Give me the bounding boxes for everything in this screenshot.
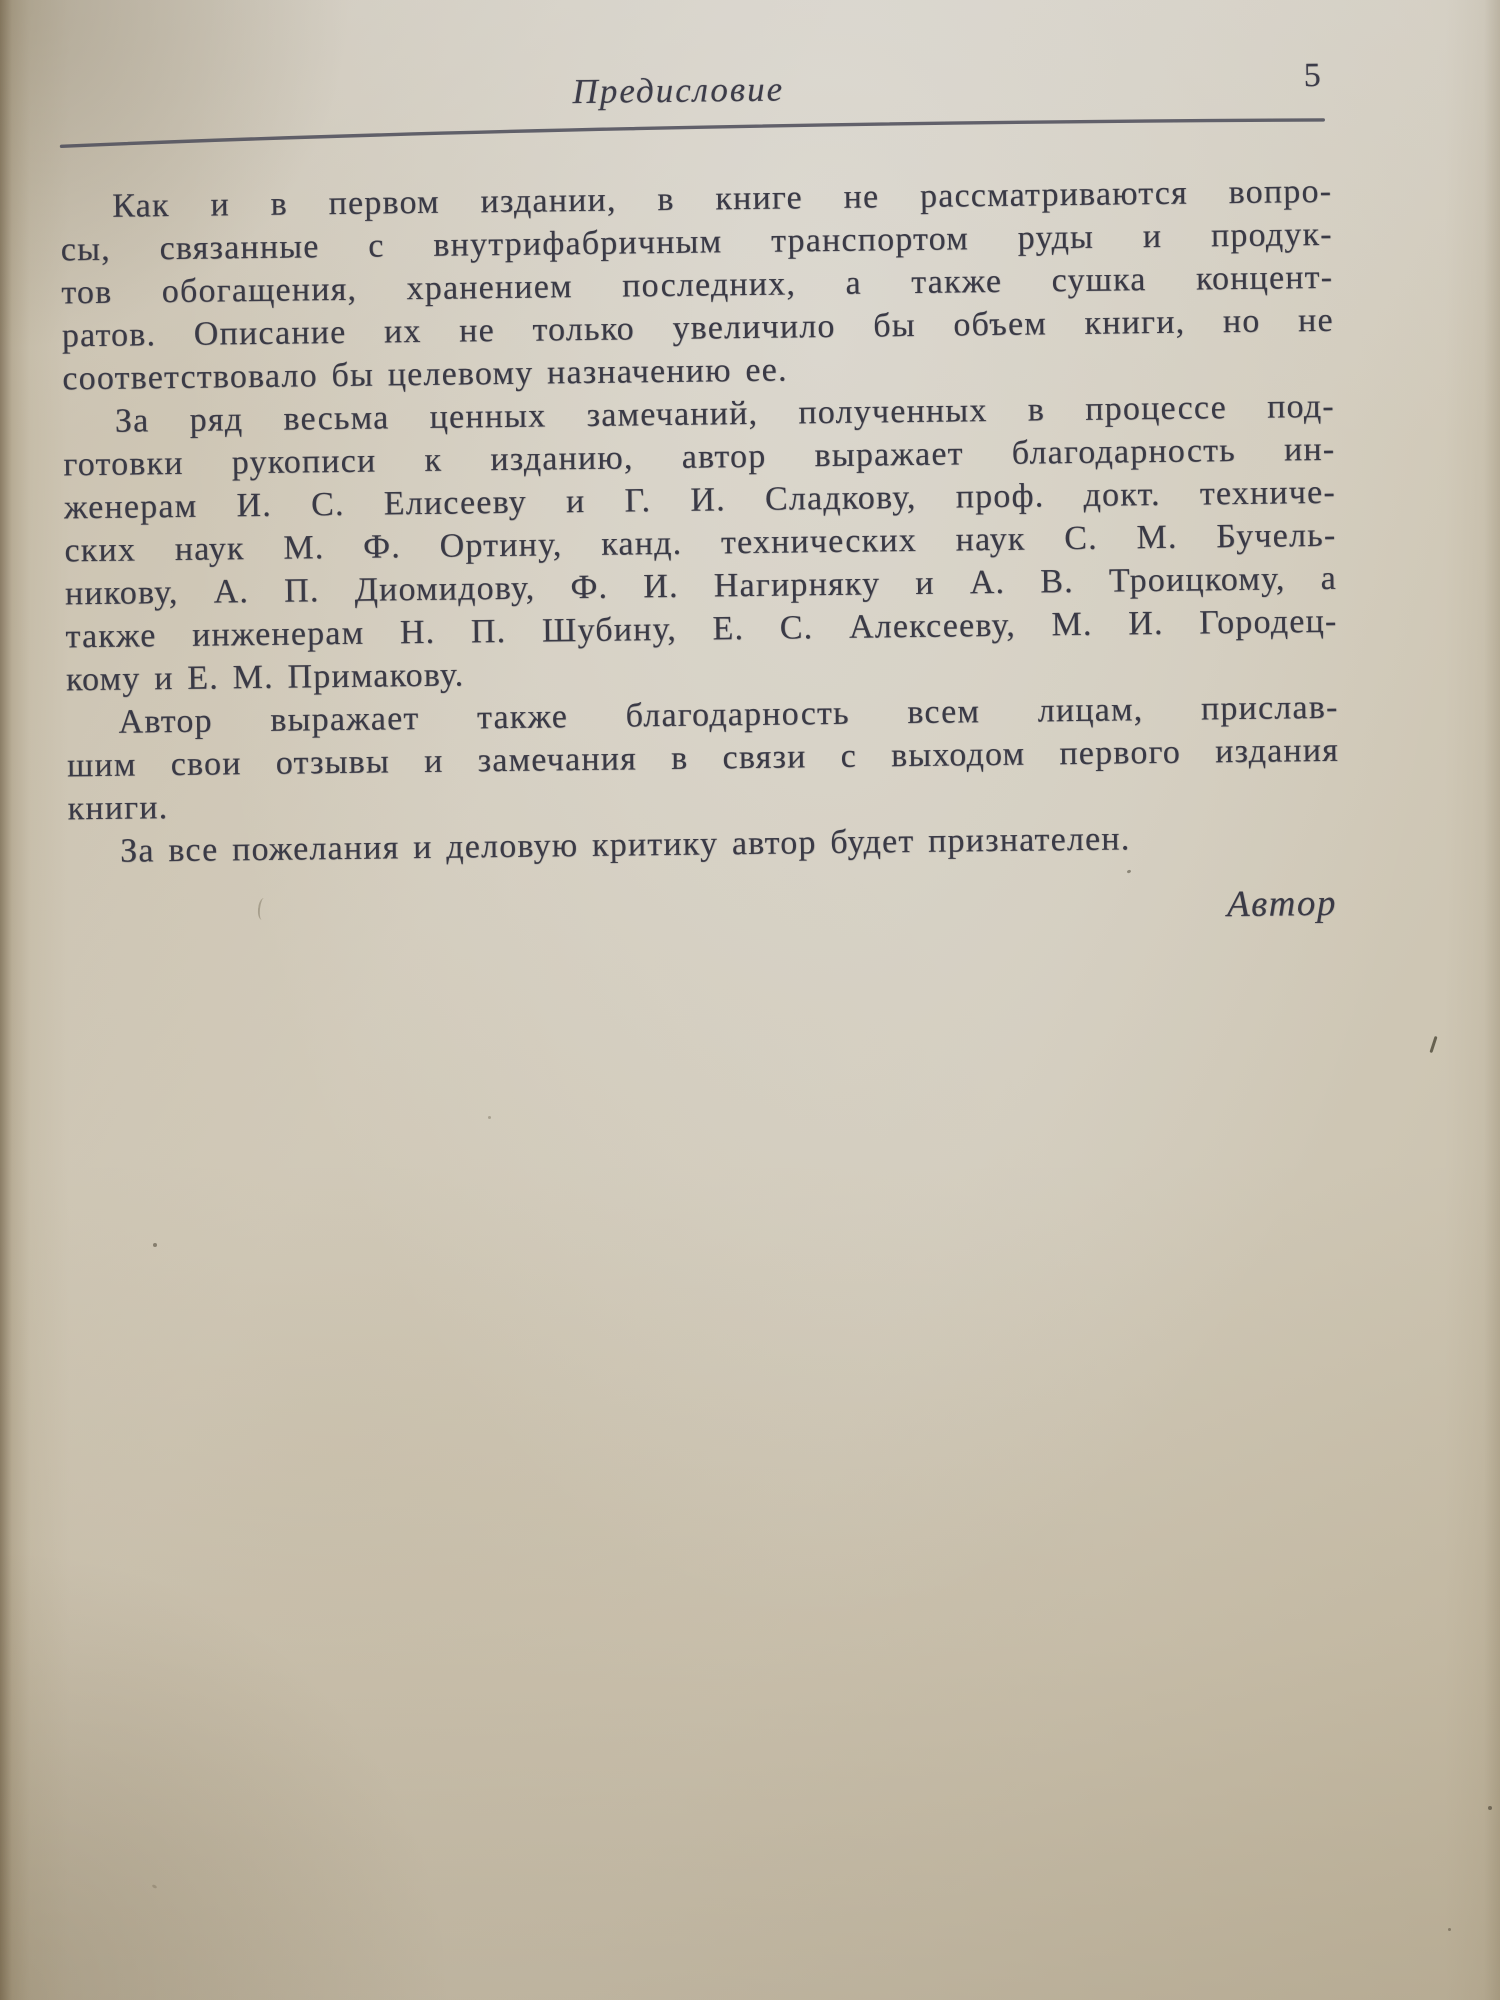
- text-line: ских наук М. Ф. Ортину, канд. технических наук С. М. Бучель-: [64, 516, 1337, 570]
- text-line: Автор выражает также благодарность всем лицам, прислав-: [118, 688, 1339, 741]
- page-number: 5: [1303, 56, 1321, 95]
- text-block: [60, 170, 1341, 941]
- text-line: женерам И. С. Елисееву и Г. И. Сладкову, проф. докт. техниче-: [63, 473, 1337, 527]
- text-line: За все пожелания и деловую критику автор будет признателен.: [119, 820, 1131, 870]
- text-line: также инженерам Н. П. Шубину, Е. С. Алексееву, М. И. Городец-: [65, 602, 1338, 656]
- text-line: За ряд весьма ценных замечаний, полученных в процессе под-: [114, 387, 1336, 440]
- text-line: книги.: [67, 789, 169, 828]
- text-line: Как и в первом издании, в книге не рассматриваются вопро-: [112, 172, 1333, 225]
- text-line: шим свои отзывы и замечания в связи с выходом первого издания: [66, 731, 1340, 785]
- header-rule-line: [59, 105, 1327, 156]
- text-line: ратов. Описание их не только увеличило бы объем книги, но не: [61, 301, 1334, 355]
- page-header: [59, 51, 1332, 163]
- text-line: готовки рукописи к изданию, автор выражает благодарность ин-: [63, 430, 1336, 484]
- text-line: соответствовало бы целевому назначению ее.: [62, 351, 788, 398]
- chapter-title: Предисловие: [572, 69, 785, 112]
- text-line: никову, А. П. Диомидову, Ф. И. Нагирняку и А. В. Троицкому, а: [64, 559, 1338, 613]
- text-line: сы, связанные с внутрифабричным транспортом руды и продук-: [60, 215, 1333, 269]
- author-signature: Автор: [1226, 882, 1338, 926]
- text-line: кому и Е. М. Примакову.: [65, 656, 465, 699]
- text-line: тов обогащения, хранением последних, а также сушка концент-: [61, 258, 1334, 312]
